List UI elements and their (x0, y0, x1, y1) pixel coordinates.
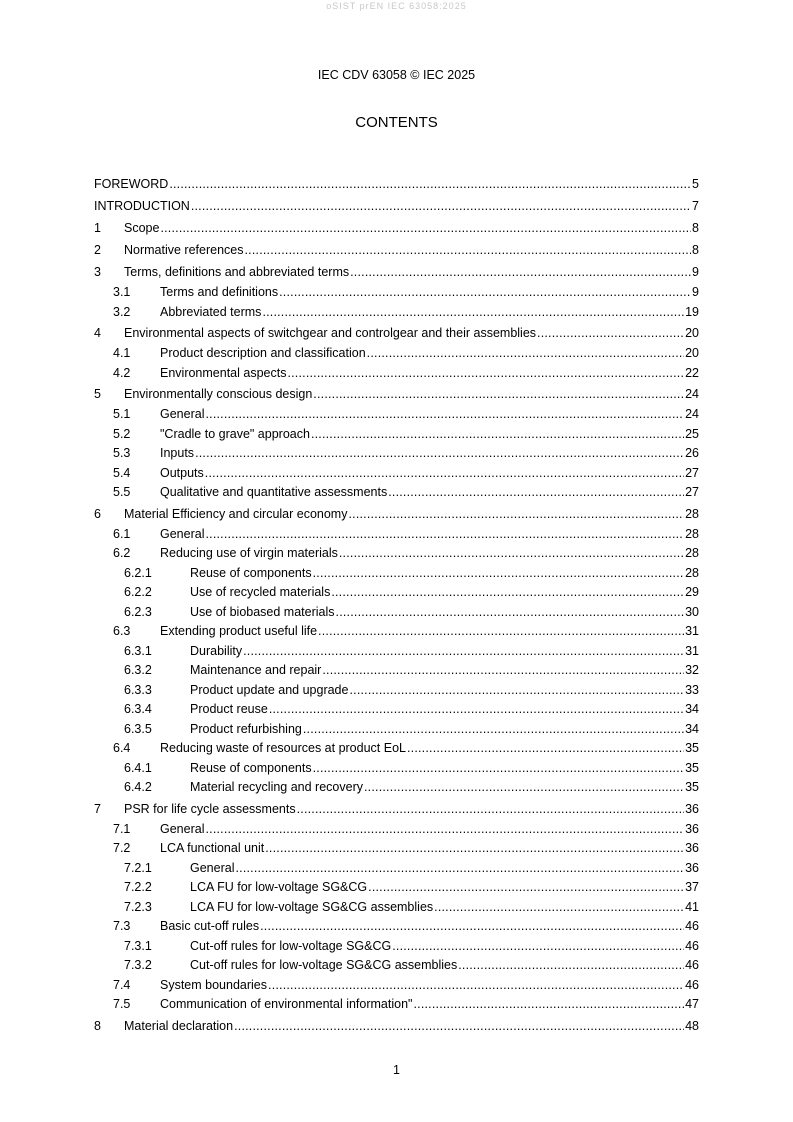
toc-entry-page: 36 (685, 841, 699, 855)
toc-entry-page: 9 (692, 285, 699, 299)
toc-entry-page: 46 (685, 958, 699, 972)
toc-entry[interactable] (94, 681, 699, 701)
toc-entry-page: 37 (685, 880, 699, 894)
toc-entry[interactable] (94, 956, 699, 976)
toc-entry-page: 41 (685, 899, 699, 914)
toc-entry[interactable] (94, 383, 699, 405)
dot-leader (339, 544, 684, 564)
toc-title: CONTENTS (355, 114, 438, 131)
toc-entry-page: 28 (685, 546, 699, 560)
toc-entry-page: 20 (685, 326, 699, 340)
dot-leader (265, 839, 684, 859)
toc-entry[interactable] (94, 544, 699, 564)
toc-entry-number: 5.2 (113, 426, 131, 441)
toc-entry-page: 36 (685, 860, 699, 875)
toc-entry[interactable] (94, 1015, 699, 1037)
toc-entry-page: 35 (685, 760, 699, 775)
toc-entry-page: 34 (685, 721, 699, 736)
table-of-contents (94, 173, 699, 1037)
toc-entry[interactable] (94, 261, 699, 283)
toc-entry[interactable] (94, 344, 699, 364)
toc-entry-title: Extending product useful life (160, 624, 318, 638)
toc-entry[interactable] (94, 564, 699, 584)
toc-entry-title: Cut-off rules for low-voltage SG&CG (190, 938, 392, 953)
toc-entry-page: 27 (685, 485, 699, 499)
toc-entry-number: 5.3 (113, 446, 131, 460)
toc-entry-number: 6.2.1 (124, 565, 152, 580)
toc-entry[interactable] (94, 444, 699, 464)
toc-entry-number: 4 (94, 326, 101, 340)
toc-entry-title: Cut-off rules for low-voltage SG&CG assemblies (190, 958, 458, 972)
toc-entry-number: 1 (94, 221, 101, 235)
toc-entry-page: 36 (685, 801, 699, 816)
toc-entry-number: 7.2.3 (124, 899, 152, 914)
toc-entry-number: 5 (94, 387, 101, 401)
toc-entry-title: Normative references (124, 243, 244, 257)
toc-entry-title: LCA FU for low-voltage SG&CG assemblies (190, 899, 434, 914)
toc-entry-page: 32 (685, 663, 699, 677)
toc-entry[interactable] (94, 173, 699, 195)
dot-leader (368, 878, 684, 898)
toc-entry-page: 19 (685, 304, 699, 319)
toc-entry[interactable] (94, 937, 699, 957)
toc-entry[interactable] (94, 759, 699, 779)
toc-entry-title: Terms, definitions and abbreviated terms (124, 265, 350, 279)
dot-leader (392, 937, 684, 957)
toc-entry-title: Scope (124, 221, 160, 235)
toc-entry-title: General (160, 526, 205, 541)
toc-entry-page: 29 (685, 585, 699, 599)
toc-entry-page: 28 (685, 506, 699, 521)
toc-entry[interactable] (94, 283, 699, 303)
toc-entry[interactable] (94, 798, 699, 820)
toc-entry-title: Terms and definitions (160, 285, 279, 299)
toc-entry-number: 7.2.2 (124, 880, 152, 894)
dot-leader (195, 444, 684, 464)
toc-entry-title: Inputs (160, 446, 195, 460)
toc-entry-number: 8 (94, 1018, 101, 1033)
toc-entry-page: 9 (692, 265, 699, 279)
toc-entry[interactable] (94, 217, 699, 239)
toc-entry[interactable] (94, 878, 699, 898)
dot-leader (349, 681, 684, 701)
document-header: IEC CDV 63058 © IEC 2025 (317, 68, 476, 82)
dot-leader (205, 820, 684, 840)
toc-entry[interactable] (94, 622, 699, 642)
toc-entry-title: Reducing waste of resources at product EoL (160, 741, 406, 755)
toc-entry-page: 46 (685, 919, 699, 933)
toc-entry-number: 5.1 (113, 407, 131, 421)
toc-entry-title: General (160, 821, 205, 836)
toc-entry-title: Environmentally conscious design (124, 387, 313, 401)
watermark: oSIST prEN IEC 63058:2025 (326, 1, 467, 11)
toc-entry-title: Environmental aspects (160, 365, 287, 380)
toc-entry[interactable] (94, 995, 699, 1015)
toc-entry-page: 7 (692, 199, 699, 213)
toc-entry[interactable] (94, 195, 699, 217)
toc-entry[interactable] (94, 603, 699, 623)
toc-entry-number: 6.4.2 (124, 780, 152, 794)
toc-entry[interactable] (94, 405, 699, 425)
toc-entry-number: 6.2.2 (124, 585, 152, 599)
toc-entry-page: 47 (685, 997, 699, 1011)
toc-entry-page: 31 (685, 624, 699, 638)
dot-leader (350, 261, 691, 283)
toc-entry[interactable] (94, 739, 699, 759)
toc-entry-title: PSR for life cycle assessments (124, 801, 296, 816)
toc-entry-title: Maintenance and repair (190, 663, 322, 677)
dot-leader (322, 661, 684, 681)
toc-entry-page: 34 (685, 702, 699, 716)
toc-entry-title: Reuse of components (190, 760, 312, 775)
dot-leader (205, 464, 684, 484)
toc-entry[interactable] (94, 464, 699, 484)
toc-entry-page: 31 (685, 643, 699, 658)
toc-entry-page: 48 (685, 1018, 699, 1033)
toc-entry[interactable] (94, 503, 699, 525)
toc-entry-number: 6.2 (113, 546, 131, 560)
toc-entry[interactable] (94, 917, 699, 937)
toc-entry-title: Product update and upgrade (190, 682, 349, 697)
toc-entry-title: Product description and classification (160, 346, 366, 360)
dot-leader (287, 364, 684, 384)
dot-leader (297, 798, 685, 820)
toc-entry-page: 24 (685, 387, 699, 401)
toc-entry[interactable] (94, 859, 699, 879)
toc-entry-title: Product reuse (190, 702, 268, 716)
toc-entry-page: 46 (685, 977, 699, 992)
toc-entry-title: Basic cut-off rules (160, 919, 260, 933)
dot-leader (243, 642, 684, 662)
toc-entry-title: Reducing use of virgin materials (160, 546, 338, 560)
toc-entry-page: 22 (685, 365, 699, 380)
toc-entry-page: 8 (692, 221, 699, 235)
toc-entry-page: 28 (685, 526, 699, 541)
toc-entry-title: LCA functional unit (160, 841, 265, 855)
toc-entry[interactable] (94, 661, 699, 681)
toc-entry-title: Qualitative and quantitative assessments (160, 485, 388, 499)
toc-entry-title: Reuse of components (190, 565, 312, 580)
toc-entry-page: 35 (685, 741, 699, 755)
toc-entry-title: General (160, 407, 205, 421)
toc-entry-number: 5.5 (113, 485, 131, 499)
dot-leader (160, 217, 691, 239)
dot-leader (413, 995, 684, 1015)
dot-leader (364, 778, 684, 798)
toc-entry-number: 3 (94, 265, 101, 279)
toc-entry[interactable] (94, 700, 699, 720)
toc-entry-page: 26 (685, 446, 699, 460)
toc-entry-number: 7.2 (113, 841, 131, 855)
toc-entry[interactable] (94, 839, 699, 859)
dot-leader (458, 956, 684, 976)
toc-entry-number: 6.4.1 (124, 760, 152, 775)
dot-leader (331, 583, 684, 603)
toc-entry-number: 6.1 (113, 526, 131, 541)
toc-entry-title: LCA FU for low-voltage SG&CG (190, 880, 368, 894)
toc-entry-title: Use of biobased materials (190, 604, 335, 619)
toc-entry-number: 7.2.1 (124, 860, 152, 875)
toc-entry-title: Communication of environmental information" (160, 997, 413, 1011)
toc-entry-number: 6.3 (113, 624, 131, 638)
toc-entry-number: 2 (94, 243, 101, 257)
toc-entry-page: 46 (685, 938, 699, 953)
toc-entry[interactable] (94, 483, 699, 503)
dot-leader (367, 344, 684, 364)
dot-leader (407, 739, 684, 759)
toc-entry[interactable] (94, 642, 699, 662)
dot-leader (318, 622, 684, 642)
toc-entry-title: Material recycling and recovery (190, 780, 363, 794)
toc-entry-number: 6.2.3 (124, 604, 152, 619)
toc-entry-number: 6.3.1 (124, 643, 152, 658)
dot-leader (169, 173, 691, 195)
toc-entry-number: 3.1 (113, 285, 131, 299)
toc-entry-title: System boundaries (160, 977, 268, 992)
toc-entry[interactable] (94, 425, 699, 445)
dot-leader (313, 564, 684, 584)
toc-entry-number: 6.4 (113, 741, 131, 755)
toc-entry-number: 5.4 (113, 465, 131, 480)
toc-entry[interactable] (94, 322, 699, 344)
toc-entry[interactable] (94, 976, 699, 996)
dot-leader (191, 195, 691, 217)
toc-entry-title: Material declaration (124, 1018, 234, 1033)
toc-entry-number: 6.3.4 (124, 702, 152, 716)
toc-entry-number: 7.3.2 (124, 958, 152, 972)
toc-entry-title: Material Efficiency and circular economy (124, 506, 348, 521)
dot-leader (388, 483, 684, 503)
toc-entry[interactable] (94, 898, 699, 918)
toc-entry-number: 6.3.5 (124, 721, 152, 736)
toc-entry-number: 7.3 (113, 919, 131, 933)
toc-entry-title: Use of recycled materials (190, 585, 331, 599)
toc-entry-number: 7.1 (113, 821, 131, 836)
toc-entry-number: 4.1 (113, 346, 131, 360)
toc-entry-page: 35 (685, 780, 699, 794)
toc-entry-title: FOREWORD (94, 177, 169, 191)
dot-leader (303, 720, 684, 740)
toc-entry-title: Abbreviated terms (160, 304, 262, 319)
toc-entry-number: 3.2 (113, 304, 131, 319)
dot-leader (205, 525, 684, 545)
toc-entry-page: 5 (692, 177, 699, 191)
dot-leader (434, 898, 684, 918)
dot-leader (311, 425, 684, 445)
toc-entry-page: 27 (685, 465, 699, 480)
dot-leader (268, 976, 684, 996)
toc-entry-title: General (190, 860, 235, 875)
toc-entry-page: 28 (685, 565, 699, 580)
toc-entry-number: 7.5 (113, 997, 131, 1011)
toc-entry-number: 6 (94, 506, 101, 521)
toc-entry-title: Durability (190, 643, 243, 658)
toc-entry[interactable] (94, 778, 699, 798)
toc-entry-title: Environmental aspects of switchgear and controlgear and their assemblies (124, 326, 537, 340)
dot-leader (205, 405, 684, 425)
toc-entry[interactable] (94, 820, 699, 840)
toc-entry-title: INTRODUCTION (94, 199, 190, 213)
toc-entry[interactable] (94, 720, 699, 740)
dot-leader (336, 603, 685, 623)
dot-leader (262, 303, 684, 323)
toc-entry-number: 7.4 (113, 977, 131, 992)
toc-entry-page: 36 (685, 821, 699, 836)
toc-entry-number: 6.3.3 (124, 682, 152, 697)
toc-entry-number: 7.3.1 (124, 938, 152, 953)
toc-entry-number: 7 (94, 801, 101, 816)
dot-leader (260, 917, 684, 937)
dot-leader (313, 759, 684, 779)
toc-entry-title: Outputs (160, 465, 204, 480)
toc-entry-number: 6.3.2 (124, 663, 152, 677)
toc-entry-page: 20 (685, 346, 699, 360)
dot-leader (313, 383, 684, 405)
toc-entry[interactable] (94, 583, 699, 603)
toc-entry[interactable] (94, 364, 699, 384)
dot-leader (245, 239, 692, 261)
toc-entry-page: 30 (685, 604, 699, 619)
toc-entry[interactable] (94, 239, 699, 261)
dot-leader (348, 503, 684, 525)
dot-leader (537, 322, 684, 344)
dot-leader (269, 700, 684, 720)
toc-entry-page: 25 (685, 426, 699, 441)
toc-entry-number: 4.2 (113, 365, 131, 380)
toc-entry-page: 8 (692, 243, 699, 257)
toc-entry-title: "Cradle to grave" approach (160, 426, 310, 441)
dot-leader (234, 1015, 684, 1037)
toc-entry[interactable] (94, 525, 699, 545)
toc-entry-page: 24 (685, 407, 699, 421)
toc-entry-title: Product refurbishing (190, 721, 302, 736)
dot-leader (235, 859, 684, 879)
toc-entry-page: 33 (685, 682, 699, 697)
dot-leader (279, 283, 691, 303)
page-number: 1 (393, 1063, 400, 1077)
toc-entry[interactable] (94, 303, 699, 323)
